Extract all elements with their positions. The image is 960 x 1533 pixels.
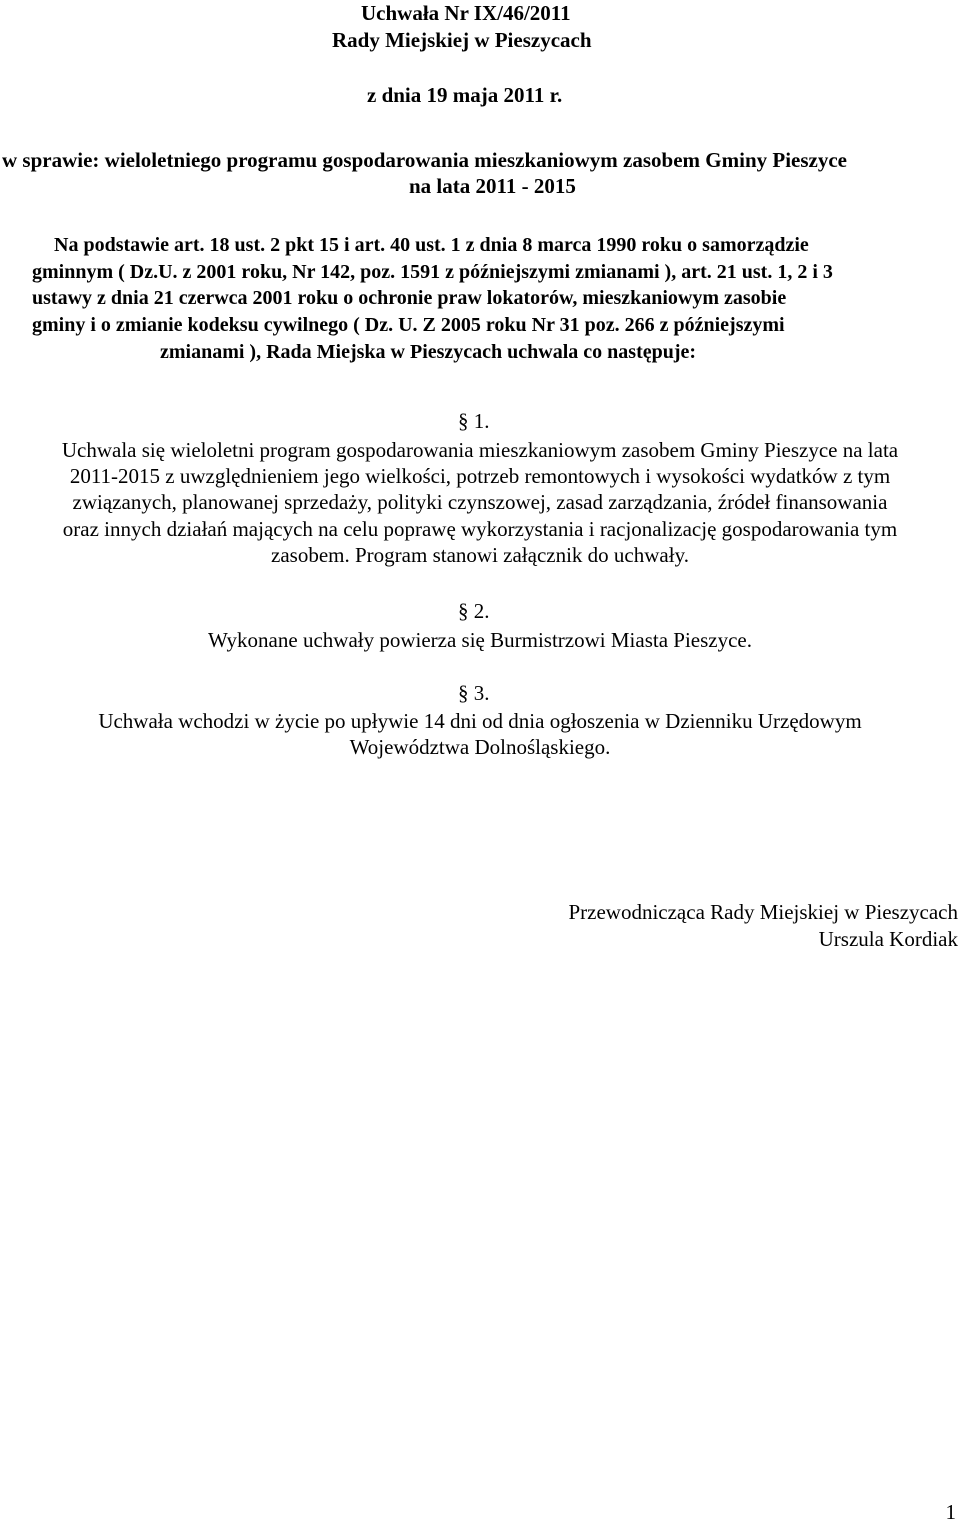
preamble-line: gminy i o zmianie kodeksu cywilnego ( Dz. U. Z 2005 roku Nr 31 poz. 266 z późniejszymi — [32, 314, 785, 337]
section-1-line: oraz innych działań mających na celu poprawę wykorzystania i racjonalizację gospodarowania tym — [62, 516, 898, 541]
signature-role: Przewodnicząca Rady Miejskiej w Pieszycach — [568, 900, 958, 924]
subject-line-1: w sprawie: wieloletniego programu gospodarowania mieszkaniowym zasobem Gminy Pieszyce — [2, 148, 847, 172]
section-1-line: zasobem. Program stanowi załącznik do uchwały. — [271, 542, 689, 567]
preamble-line: Na podstawie art. 18 ust. 2 pkt 15 i art. 40 ust. 1 z dnia 8 marca 1990 roku o samorządzie — [54, 234, 809, 256]
section-1-line: związanych, planowanej sprzedaży, polityki czynszowej, zasad zarządzania, źródeł finansowania — [72, 490, 888, 515]
section-2-text — [0, 627, 960, 653]
subject-line-2: na lata 2011 - 2015 — [409, 174, 576, 198]
section-3-line: Uchwała wchodzi w życie po upływie 14 dni od dnia ogłoszenia w Dzienniku Urzędowym — [98, 709, 862, 733]
resolution-number: Uchwała Nr IX/46/2011 — [361, 1, 571, 25]
preamble-line: gminnym ( Dz.U. z 2001 roku, Nr 142, poz. 1591 z późniejszymi zmianami ), art. 21 ust. 1, 2 i 3 — [32, 260, 833, 283]
section-1-line: 2011-2015 z uwzględnieniem jego wielkości, potrzeb remontowych i wysokości wydatków z tym — [69, 464, 891, 489]
preamble-line: zmianami ), Rada Miejska w Pieszycach uchwala co następuje: — [160, 340, 697, 363]
section-1-text — [0, 437, 960, 568]
page-number: 1 — [945, 1500, 956, 1524]
section-3-mark: § 3. — [458, 681, 490, 705]
section-3-text — [0, 708, 960, 760]
preamble-line: ustawy z dnia 21 czerwca 2001 roku o ochronie praw lokatorów, mieszkaniowym zasobie — [32, 287, 787, 310]
section-2-mark: § 2. — [458, 599, 490, 623]
section-2-line: Wykonane uchwały powierza się Burmistrzowi Miasta Pieszyce. — [208, 628, 752, 652]
legal-basis-preamble — [32, 232, 952, 366]
section-1-line: Uchwala się wieloletni program gospodarowania mieszkaniowym zasobem Gminy Pieszyce na lata — [61, 438, 899, 462]
section-1-mark: § 1. — [458, 409, 490, 433]
council-name: Rady Miejskiej w Pieszycach — [332, 28, 592, 52]
signature-name: Urszula Kordiak — [818, 927, 958, 951]
section-3-line: Województwa Dolnośląskiego. — [349, 735, 611, 760]
resolution-date: z dnia 19 maja 2011 r. — [367, 83, 563, 107]
